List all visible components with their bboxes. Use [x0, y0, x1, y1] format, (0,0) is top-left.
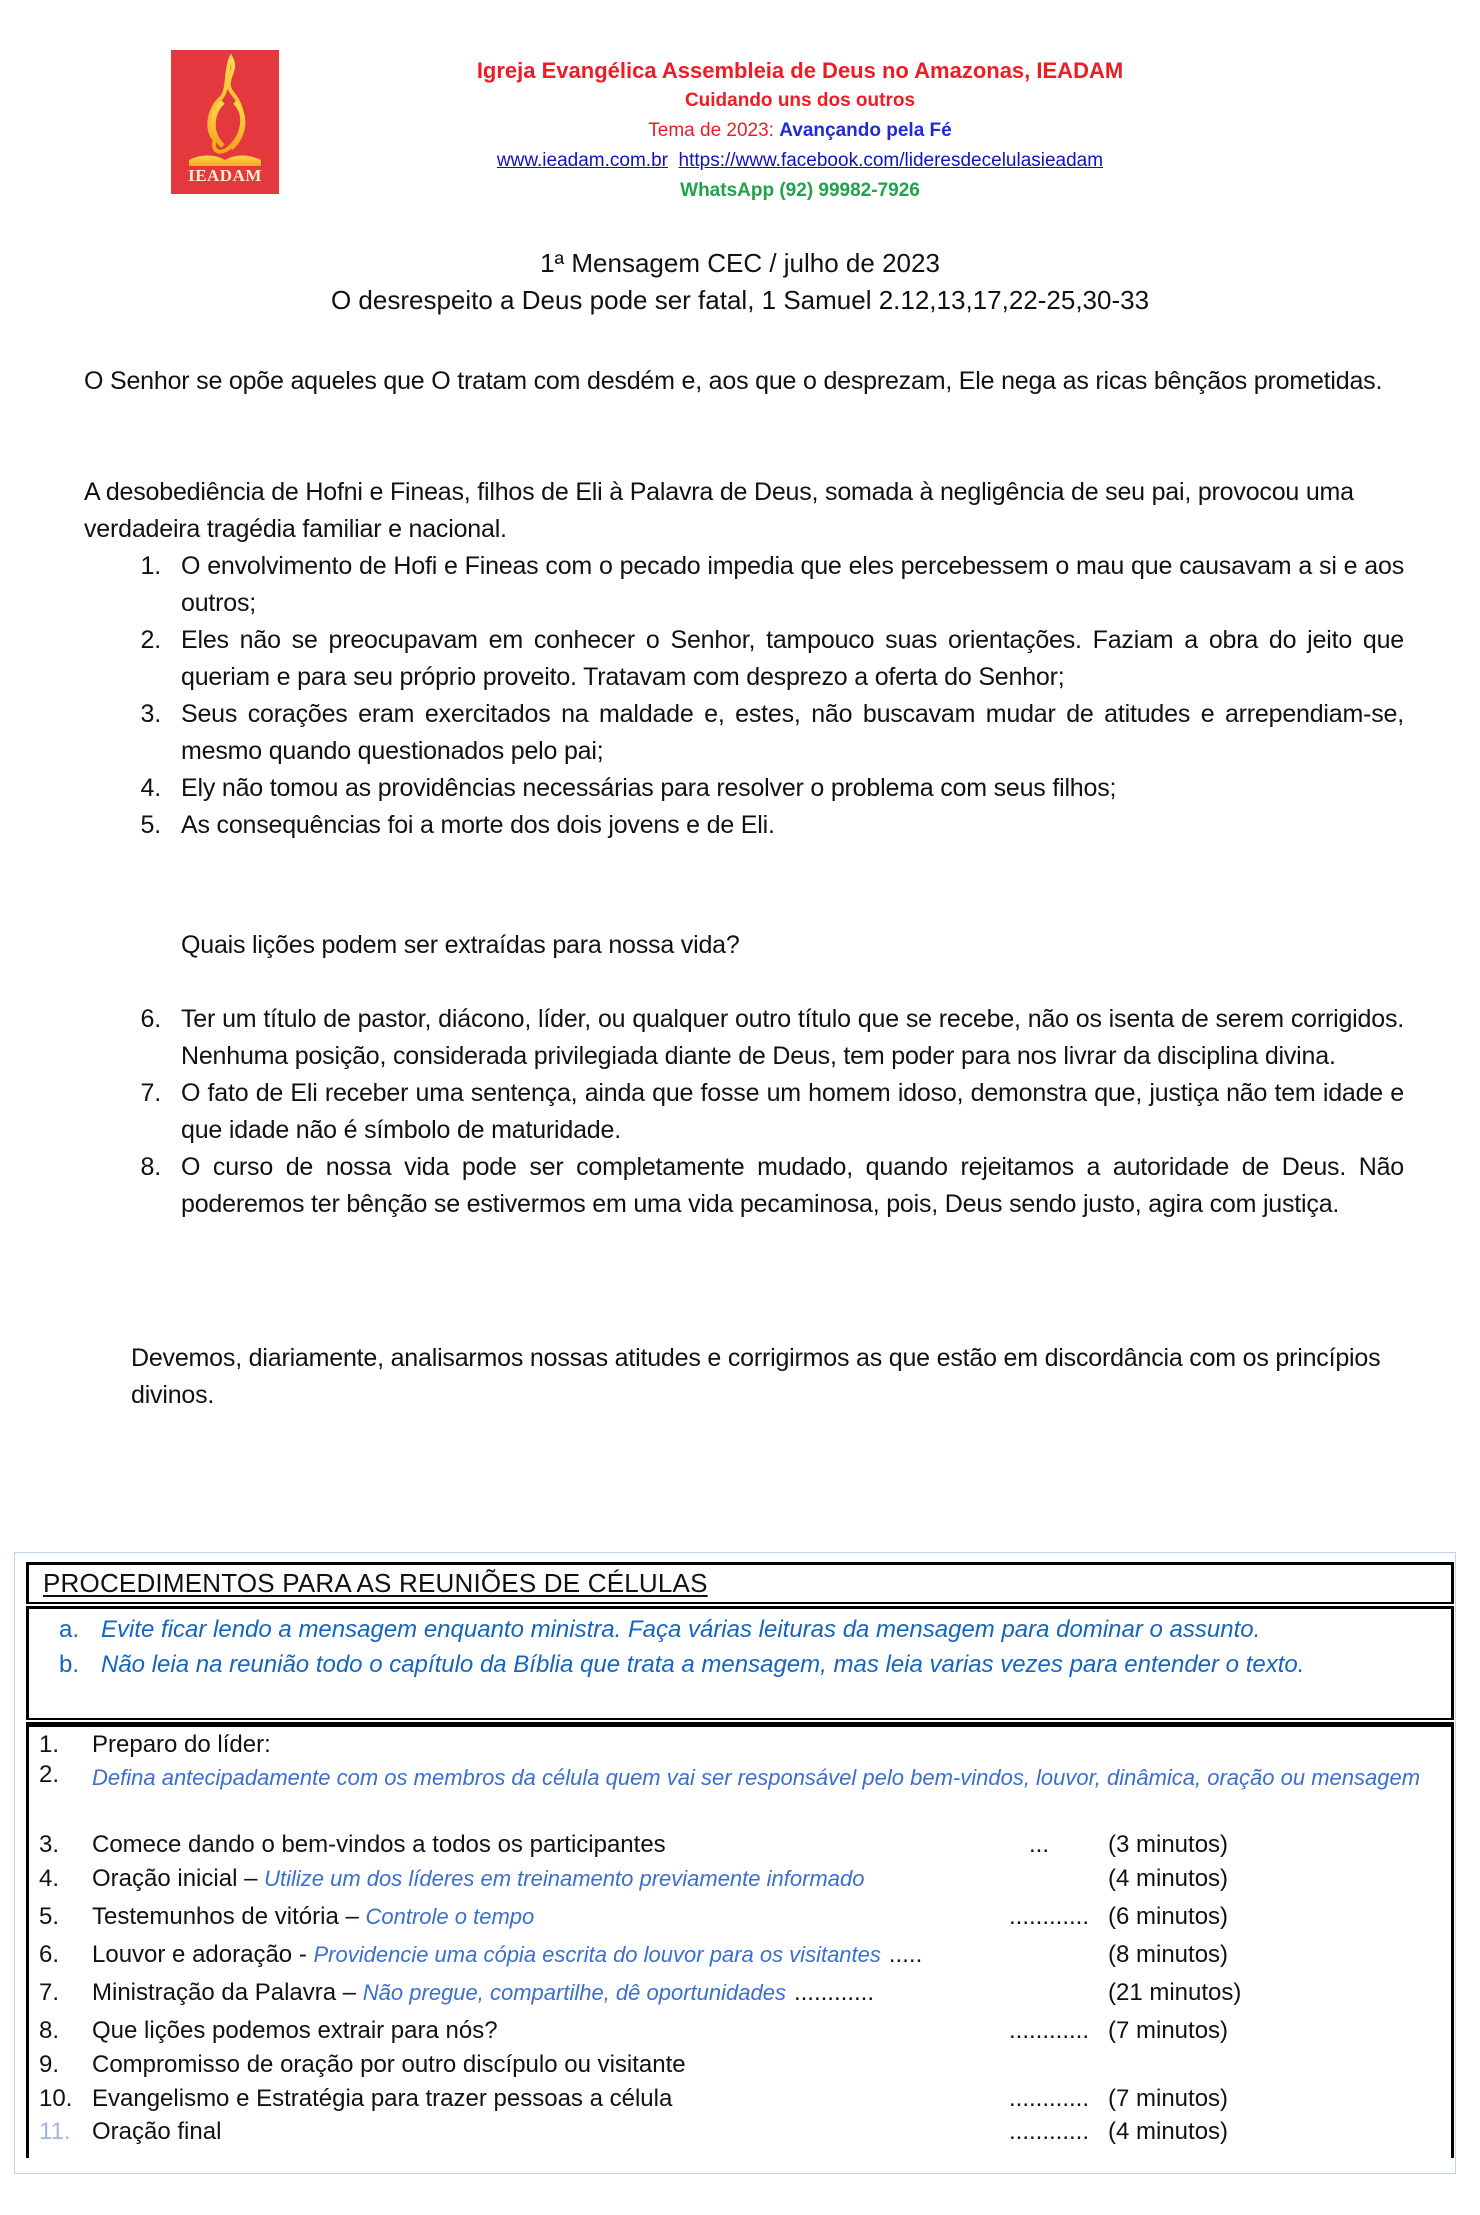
church-name: Igreja Evangélica Assembleia de Deus no Amazonas, IEADAM [476, 58, 1124, 83]
conclusion-paragraph: Devemos, diariamente, analisarmos nossas atitudes e corrigirmos as que estão em discordância com os princípios divinos. [131, 1344, 1381, 1409]
whatsapp-contact: WhatsApp (92) 99982-7926 [680, 180, 920, 201]
theme-value: Avançando pela Fé [779, 120, 952, 141]
list-item: 8. O curso de nossa vida pode ser completamente mudado, quando rejeitamos a autoridade de Deus. Não poderemos ter bênção se estivermos em uma vida pecaminosa, pois, Deus sendo justo, agira com justiça. [140, 1153, 1404, 1218]
facebook-link[interactable]: https://www.facebook.com/lideresdecelulasieadam [678, 150, 1104, 171]
ieadam-logo [171, 50, 279, 194]
list-item: 6. Ter um título de pastor, diácono, líder, ou qualquer outro título que se recebe, não os isenta de serem corrigidos. Nenhuma posição, considerada privilegiada diante de Deus, tem poder para nos livrar da disciplina divina. [140, 1005, 1404, 1070]
links-line [300, 146, 1300, 176]
lessons-list [84, 1001, 1404, 1223]
list-item: 7. O fato de Eli receber uma sentença, ainda que fosse um homem idoso, demonstra que, justiça não tem idade e que idade não é símbolo de maturidade. [140, 1079, 1404, 1144]
theme-label: Tema de 2023: [648, 120, 780, 141]
theme-line [300, 116, 1300, 146]
intro-paragraph: O Senhor se opõe aqueles que O tratam com desdém e, aos que o desprezam, Ele nega as ricas bênçãos prometidas. [84, 367, 1383, 395]
website-link[interactable]: www.ieadam.com.br [496, 150, 668, 171]
list-item: 1. O envolvimento de Hofi e Fineas com o pecado impedia que eles percebessem o mau que causavam a si e aos outros; [140, 552, 1404, 617]
message-subtitle: O desrespeito a Deus pode ser fatal, 1 Samuel 2.12,13,17,22-25,30-33 [330, 285, 1150, 315]
procedures-title: PROCEDIMENTOS PARA AS REUNIÕES DE CÉLULAS [43, 1568, 708, 1598]
list-item: 3. Seus corações eram exercitados na maldade e, estes, não buscavam mudar de atitudes e arrependiam-se, mesmo quando questionados pelo pai; [140, 700, 1404, 765]
list-item: 5. As consequências foi a morte dos dois jovens e de Eli. [140, 811, 775, 839]
message-title: 1ª Mensagem CEC / julho de 2023 [540, 248, 940, 278]
logo-text: IEADAM [188, 166, 262, 185]
reflection-question: Quais lições podem ser extraídas para nossa vida? [181, 931, 740, 959]
points-list [84, 548, 1404, 844]
procedures-header [26, 1562, 1454, 1604]
list-item: 2. Eles não se preocupavam em conhecer o Senhor, tampouco suas orientações. Faziam a obra do jeito que queriam e para seu próprio proveito. Tratavam com desprezo a oferta do Senhor; [140, 626, 1404, 691]
tip-item: b. Não leia na reunião todo o capítulo da Bíblia que trata a mensagem, mas leia varias vezes para entender o texto. [58, 1651, 1305, 1678]
procedures-tips [26, 1606, 1454, 1720]
tip-item: a. Evite ficar lendo a mensagem enquanto ministra. Faça várias leituras da mensagem para dominar o assunto. [58, 1616, 1261, 1643]
procedures-steps: 1. Preparo do líder: 2. Defina antecipadamente com os membros da célula quem vai ser responsável pelo bem-vindos, louvor, dinâmica, oração ou mensagem 3. Comece dando o bem-vindos a todos os participantes ... (3 minutos) 4. Oração inicial – Utilize um dos líderes em treinamento previamente informado (4 minutos) 5. Testemunhos de vitória – Controle o tempo ............ (6 minutos) 6. Louvor e adoração - Providencie uma cópia escrita do louvor para os visitantes ..... (8 minutos) 7. Ministração da Palavra – Não pregue, compartilhe, dê oportunidades ............ (21 minutos) 8. Que lições podemos extrair para nós? ............ (7 minutos) 9. Compromisso de oração por outro discípulo ou visitante 10. Evangelismo e Estratégia para trazer pessoas a célula ............ (7 minutos) 11. Oração final ............ (4 minutos) [26, 1722, 1454, 2158]
context-paragraph: A desobediência de Hofni e Fineas, filhos de Eli à Palavra de Deus, somada à negligência de seu pai, provocou uma verdadeira tragédia familiar e nacional. [84, 478, 1354, 543]
church-slogan: Cuidando uns dos outros [684, 90, 916, 111]
list-item: 4. Ely não tomou as providências necessárias para resolver o problema com seus filhos; [140, 774, 1117, 802]
church-header [300, 56, 1300, 206]
